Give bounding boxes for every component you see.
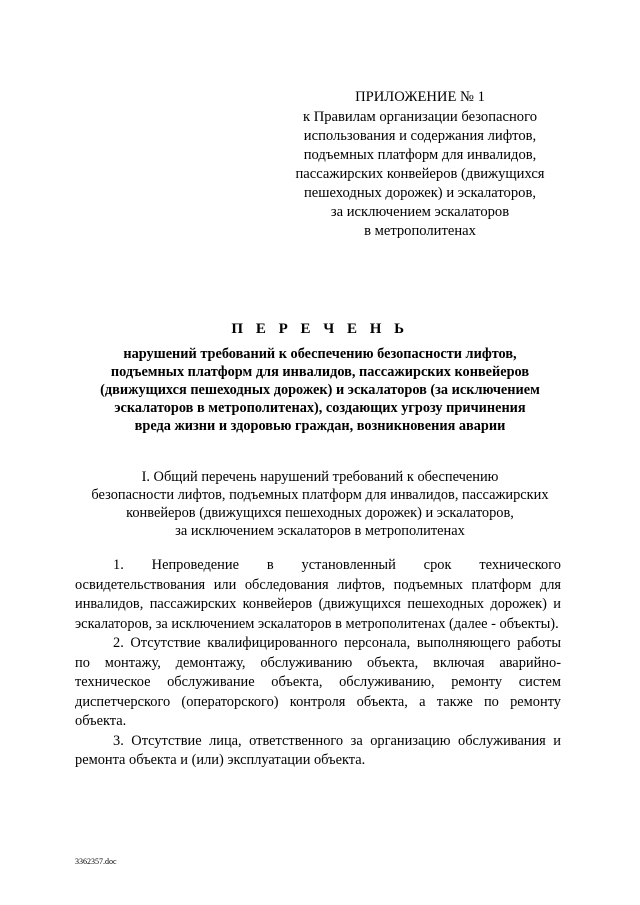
- subtitle-line: подъемных платформ для инвалидов, пассажирских конвейеров: [110, 364, 530, 380]
- subtitle-line: (движущихся пешеходных дорожек) и эскалаторов (за исключением: [100, 382, 540, 398]
- appendix-line: подъемных платформ для инвалидов,: [303, 147, 537, 163]
- subtitle-line: нарушений требований к обеспечению безопасности лифтов,: [123, 346, 517, 362]
- section-heading-line: безопасности лифтов, подъемных платформ для инвалидов, пассажирских: [91, 487, 549, 503]
- document-subtitle: [60, 345, 580, 435]
- subtitle-line: вреда жизни и здоровью граждан, возникновения аварии: [134, 418, 506, 434]
- list-item: 2. Отсутствие квалифицированного персонала, выполняющего работы по монтажу, демонтажу, обслуживанию объекта, включая аварийно-техническое обслуживание объекта, обслуживанию, ремонту систем диспетчерского (операторского) контроля объекта, а также по ремонту объекта.: [75, 635, 561, 729]
- appendix-line: использования и содержания лифтов,: [303, 128, 537, 144]
- section-heading: [60, 468, 580, 540]
- appendix-line: за исключением эскалаторов: [330, 204, 510, 220]
- list-item: 1. Непроведение в установленный срок технического освидетельствования или обследования лифтов, подъемных платформ для инвалидов, пассажирских конвейеров (движущихся пешеходных дорожек) и эскалаторов, за исключением эскалаторов в метрополитенах (далее - объекты).: [75, 557, 561, 632]
- subtitle-line: эскалаторов в метрополитенах), создающих угрозу причинения: [114, 400, 526, 416]
- appendix-line: пешеходных дорожек) и эскалаторов,: [303, 185, 536, 201]
- section-heading-line: I. Общий перечень нарушений требований к обеспечению: [141, 469, 499, 485]
- appendix-line: пассажирских конвейеров (движущихся: [295, 166, 545, 182]
- violations-list: [75, 556, 561, 771]
- appendix-title: ПРИЛОЖЕНИЕ № 1: [355, 89, 485, 105]
- appendix-block: [270, 88, 570, 241]
- list-item: 3. Отсутствие лица, ответственного за организацию обслуживания и ремонта объекта и (или) эксплуатации объекта.: [75, 732, 561, 768]
- section-heading-line: конвейеров (движущихся пешеходных дорожек) и эскалаторов,: [126, 505, 514, 521]
- document-title: П Е Р Е Ч Е Н Ь: [231, 321, 409, 337]
- file-name-footer: 3362357.doc: [75, 857, 117, 866]
- section-heading-line: за исключением эскалаторов в метрополитенах: [175, 523, 465, 539]
- appendix-line: к Правилам организации безопасного: [302, 109, 538, 125]
- appendix-line: в метрополитенах: [364, 223, 476, 239]
